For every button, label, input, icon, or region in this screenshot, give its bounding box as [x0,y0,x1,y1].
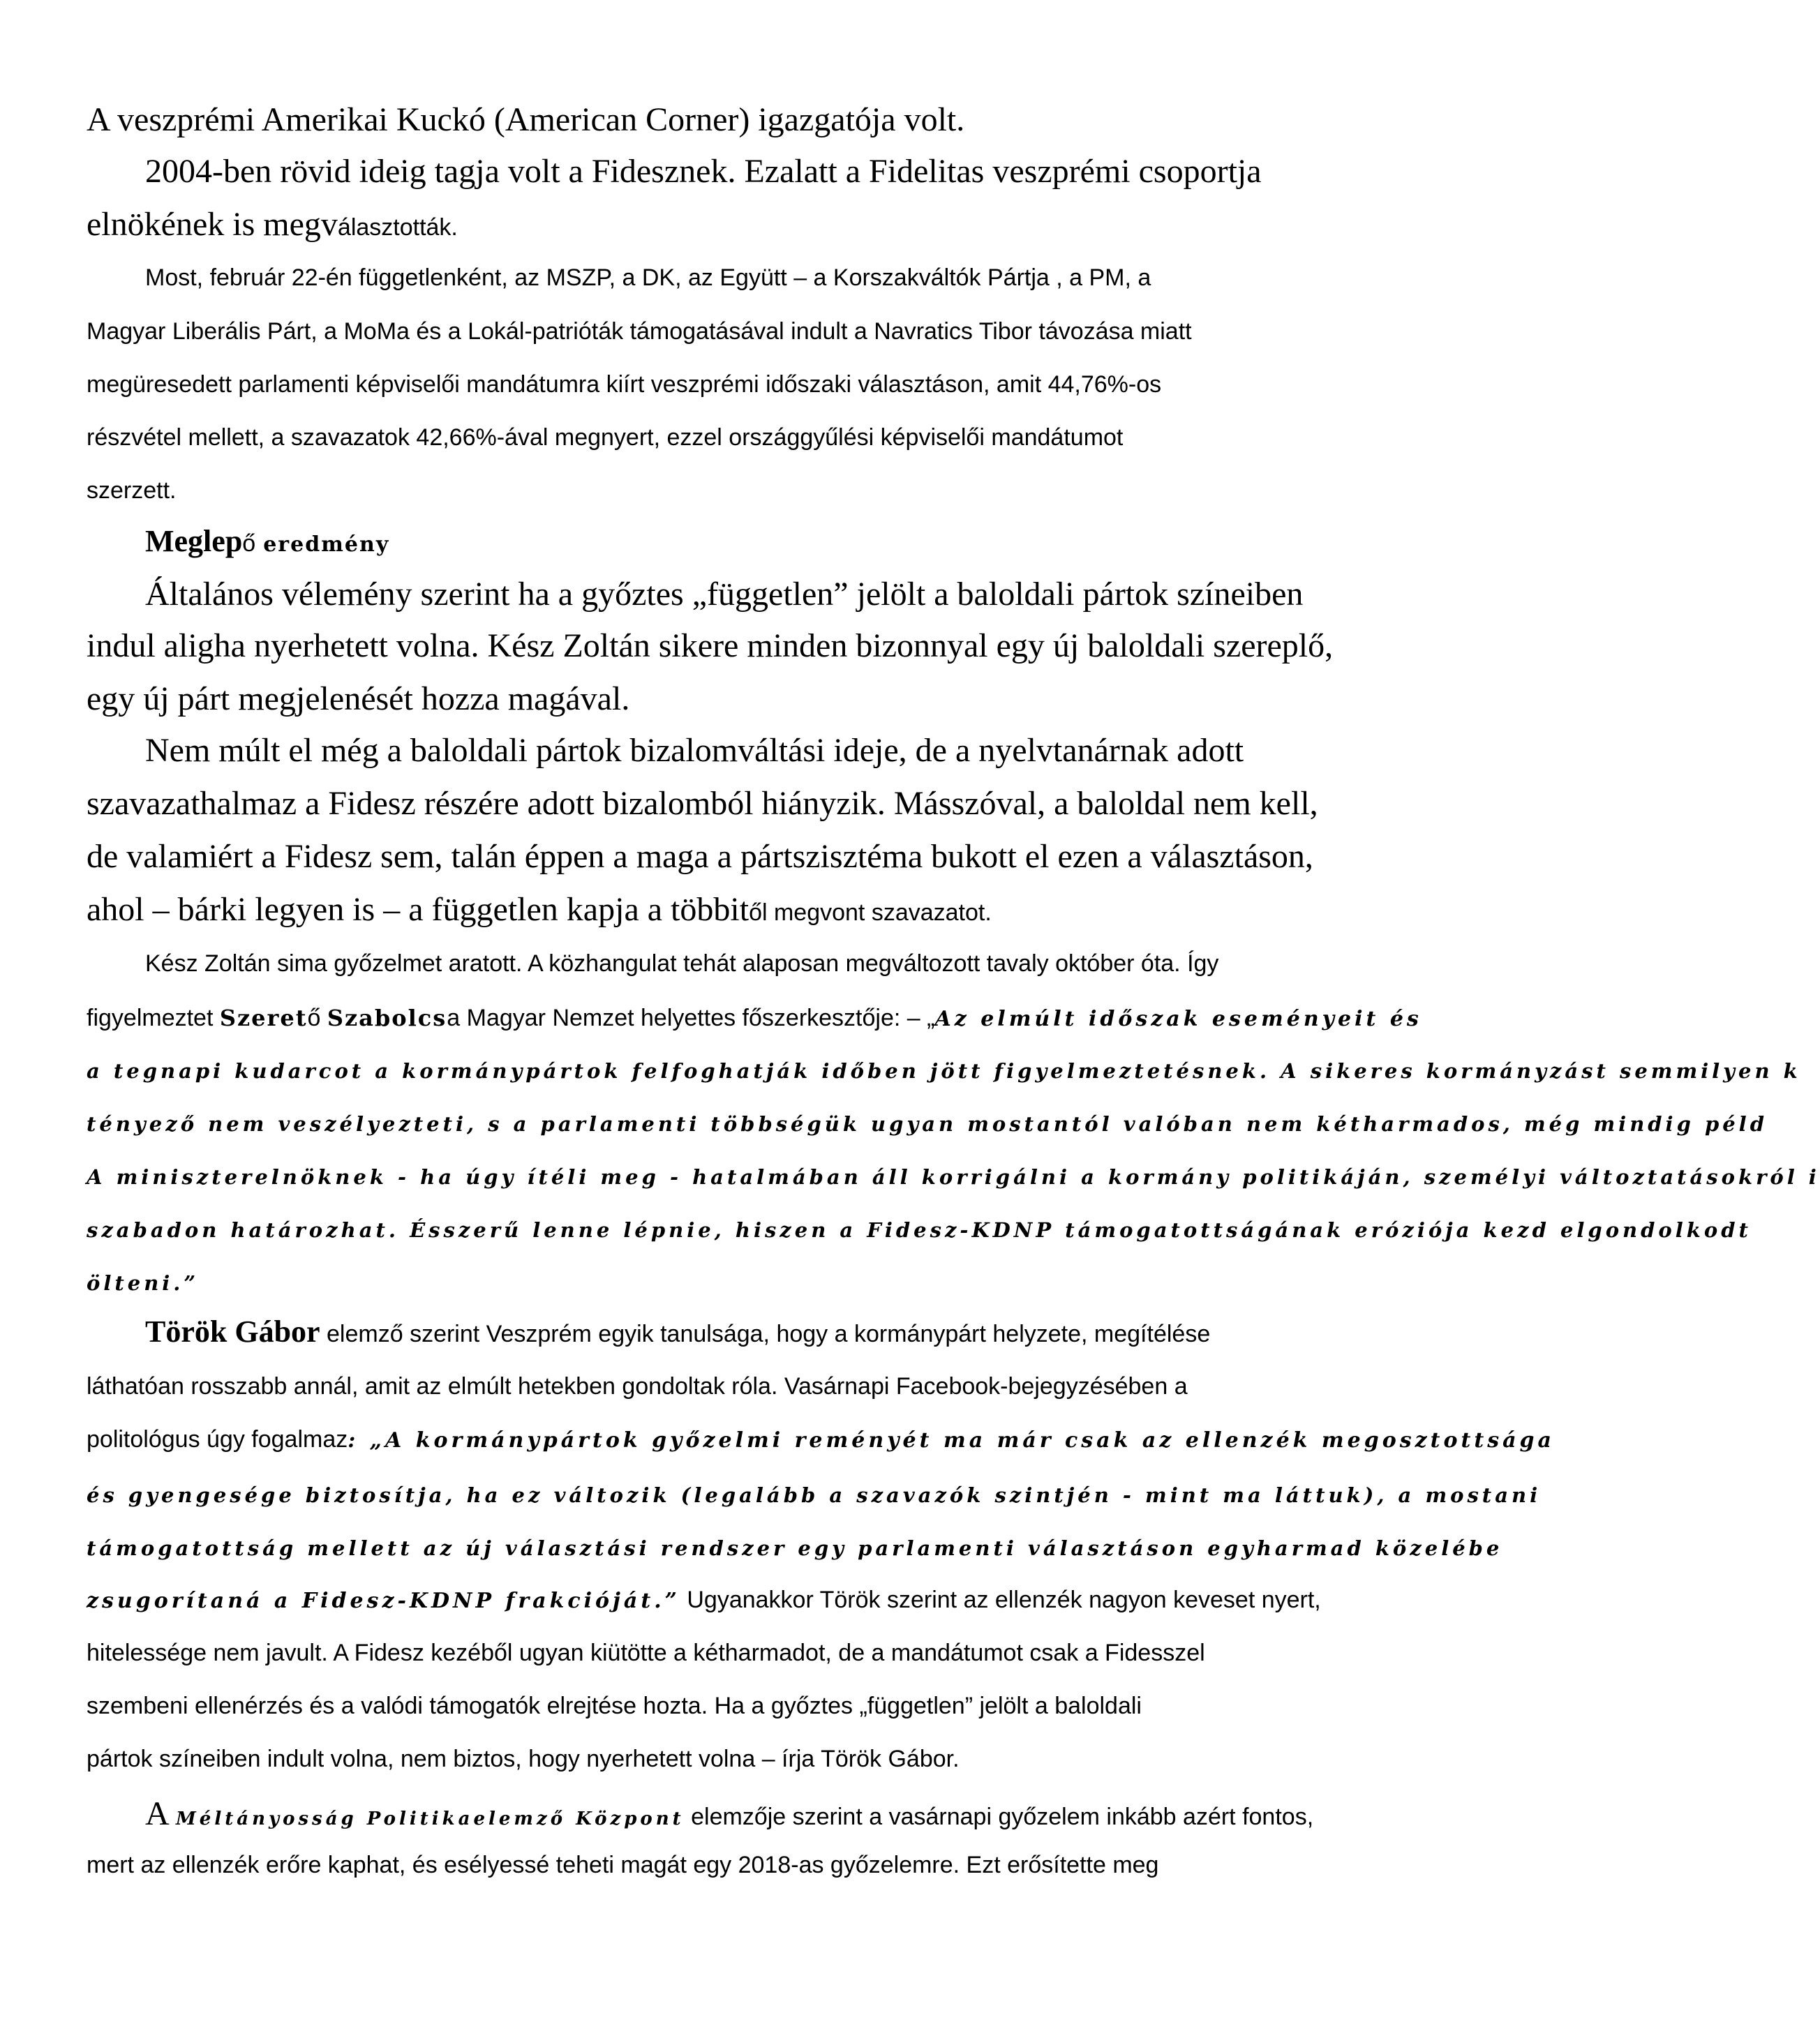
quote-text: a tegnapi kudarcot a kormánypártok felfoghatják időben jött figyelmeztetésnek. A sikeres kormányzást semmilyen k [87,1059,1801,1083]
text: ahol – bárki legyen is – a független kapja a többit [87,891,749,928]
text: de valamiért a Fidesz sem, talán éppen a maga a pártszisztéma bukott el ezen a választáson, [87,838,1313,875]
text: Magyar Liberális Párt, a MoMa és a Lokál-patrióták támogatásával indult a Navratics Tibor távozása miatt [87,318,1192,345]
text: egy új párt megjelenését hozza magával. [87,680,630,717]
paragraph-line [87,1849,1158,1881]
paragraph-line [87,474,176,507]
organization-name: Méltányosság Politikaelemző Központ [176,1808,685,1829]
paragraph-line [87,678,629,720]
paragraph-line [87,421,1123,454]
text: Meglep [145,524,243,558]
text: szavazathalmaz a Fidesz részére adott bizalomból hiányzik. Másszóval, a baloldal nem kell, [87,785,1318,822]
paragraph-line [87,1690,1142,1722]
quote-line [87,1161,1820,1193]
paragraph-line [87,1370,1188,1402]
section-heading [145,521,389,566]
paragraph-line [87,1637,1205,1669]
text: elemző szerint Veszprém egyik tanulsága, hogy a kormánypárt helyzete, megítélése [320,1321,1211,1347]
paragraph-line [145,151,1262,193]
text: Most, február 22-én függetlenként, az MSZP, a DK, az Együtt – a Korszakváltók Pártja , a PM, a [145,264,1151,291]
paragraph-line [87,368,1161,400]
text: hitelessége nem javult. A Fidesz kezéből ugyan kiütötte a kétharmadot, de a mandátumot csak a Fidesszel [87,1640,1205,1666]
quote-text: A miniszterelnöknek - ha úgy ítéli meg - hatalmában áll korrigálni a kormány politikáján, személyi változtatásokról i [87,1165,1820,1189]
text: szembeni ellenérzés és a valódi támogatók elrejtése hozta. Ha a győztes „független” jelölt a baloldali [87,1693,1142,1719]
quote-text: ölteni.” [87,1271,200,1295]
text: ő [242,530,256,557]
text: láthatóan rosszabb annál, amit az elmúlt hetekben gondoltak róla. Vasárnapi Facebook-bejegyzésében a [87,1373,1188,1400]
text: elemzője szerint a vasárnapi győzelem inkább azért fontos, [684,1804,1314,1830]
paragraph-line [145,262,1151,294]
quote-line [87,1055,1801,1087]
person-name: Török Gábor [145,1315,320,1349]
text: Ugyanakkor Török szerint az ellenzék nagyon keveset nyert, [680,1587,1321,1613]
person-name: Szabolcs [327,1005,447,1031]
text: ő [307,1005,321,1031]
paragraph-line [87,1743,960,1775]
text: álasztották. [337,214,458,241]
quote-text: zsugorítaná a Fidesz-KDNP frakcióját.” [87,1589,680,1613]
text: pártok színeiben indult volna, nem biztos, hogy nyerhetett volna – írja Török Gábor. [87,1746,960,1772]
paragraph-line [87,625,1333,667]
quote-line [87,1479,1541,1511]
paragraph-line [87,1584,1321,1617]
quote-line [87,1108,1768,1140]
text: Általános vélemény szerint ha a győztes „független” jelölt a baloldali pártok színeiben [145,576,1304,613]
text: A veszprémi Amerikai Kuckó (American Corner) igazgatója volt. [87,101,965,138]
text: szerzett. [87,477,177,504]
quote-text: és gyengesége biztosítja, ha ez változik (legalább a szavazók szintjén - mint ma láttuk), a mostani [87,1483,1542,1507]
text: Nem múlt el még a baloldali pártok bizalomváltási ideje, de a nyelvtanárnak adott [145,732,1244,769]
text: indul aligha nyerhetett volna. Kész Zoltán sikere minden bizonnyal egy új baloldali szereplő, [87,627,1334,664]
quote-line [87,1267,199,1299]
paragraph-line [87,1423,1555,1457]
paragraph-line [145,1316,1210,1350]
text: mert az ellenzék erőre kaphat, és esélyessé teheti magát egy 2018-as győzelemre. Ezt erősítette meg [87,1852,1159,1878]
quote-text: Az elmúlt időszak eseményeit és [934,1007,1422,1031]
paragraph-line [145,1793,1313,1835]
paragraph-line [87,204,458,246]
paragraph-line [87,889,992,931]
text: 2004-ben rövid ideig tagja volt a Fidesznek. Ezalatt a Fidelitas veszprémi csoportja [145,153,1262,190]
paragraph-line [87,783,1318,825]
quote-line [87,1532,1502,1564]
text: ől megvont szavazatot. [749,899,992,926]
text: A [145,1795,177,1832]
text: elnökének is megv [87,206,338,243]
quote-text: : „A kormánypártok győzelmi reményét ma már csak az ellenzék megosztottsága [348,1428,1555,1453]
text: politológus úgy fogalmaz [87,1426,348,1453]
text: Kész Zoltán sima győzelmet aratott. A közhangulat tehát alaposan megváltozott tavaly október óta. Így [145,950,1219,977]
paragraph-line [87,1002,1429,1035]
paragraph-line [145,730,1244,772]
person-name: Szeret [219,1005,308,1031]
quote-line [87,1214,1752,1246]
paragraph-line [87,99,964,141]
text: figyelmeztet [87,1005,220,1031]
text: a Magyar Nemzet helyettes főszerkesztője: – „ [447,1005,935,1031]
text: részvétel mellett, a szavazatok 42,66%-ával megnyert, ezzel országgyűlési képviselői mandátumot [87,424,1124,451]
quote-text: támogatottság mellett az új választási rendszer egy parlamenti választáson egyharmad közelébe [87,1536,1503,1560]
paragraph-line [145,574,1303,615]
paragraph-line [145,948,1218,980]
quote-text: szabadon határozhat. Ésszerű lenne lépnie, hiszen a Fidesz-KDNP támogatottságának eróziója kezd elgondolkodt [87,1218,1752,1242]
text: megüresedett parlamenti képviselői mandátumra kiírt veszprémi időszaki választáson, amit 44,76%-os [87,371,1162,398]
paragraph-line [87,315,1192,347]
text: eredmény [263,532,390,557]
paragraph-line [87,836,1313,878]
quote-text: tényező nem veszélyezteti, s a parlamenti többségük ugyan mostantól valóban nem kétharmados, még mindig péld [87,1112,1768,1136]
